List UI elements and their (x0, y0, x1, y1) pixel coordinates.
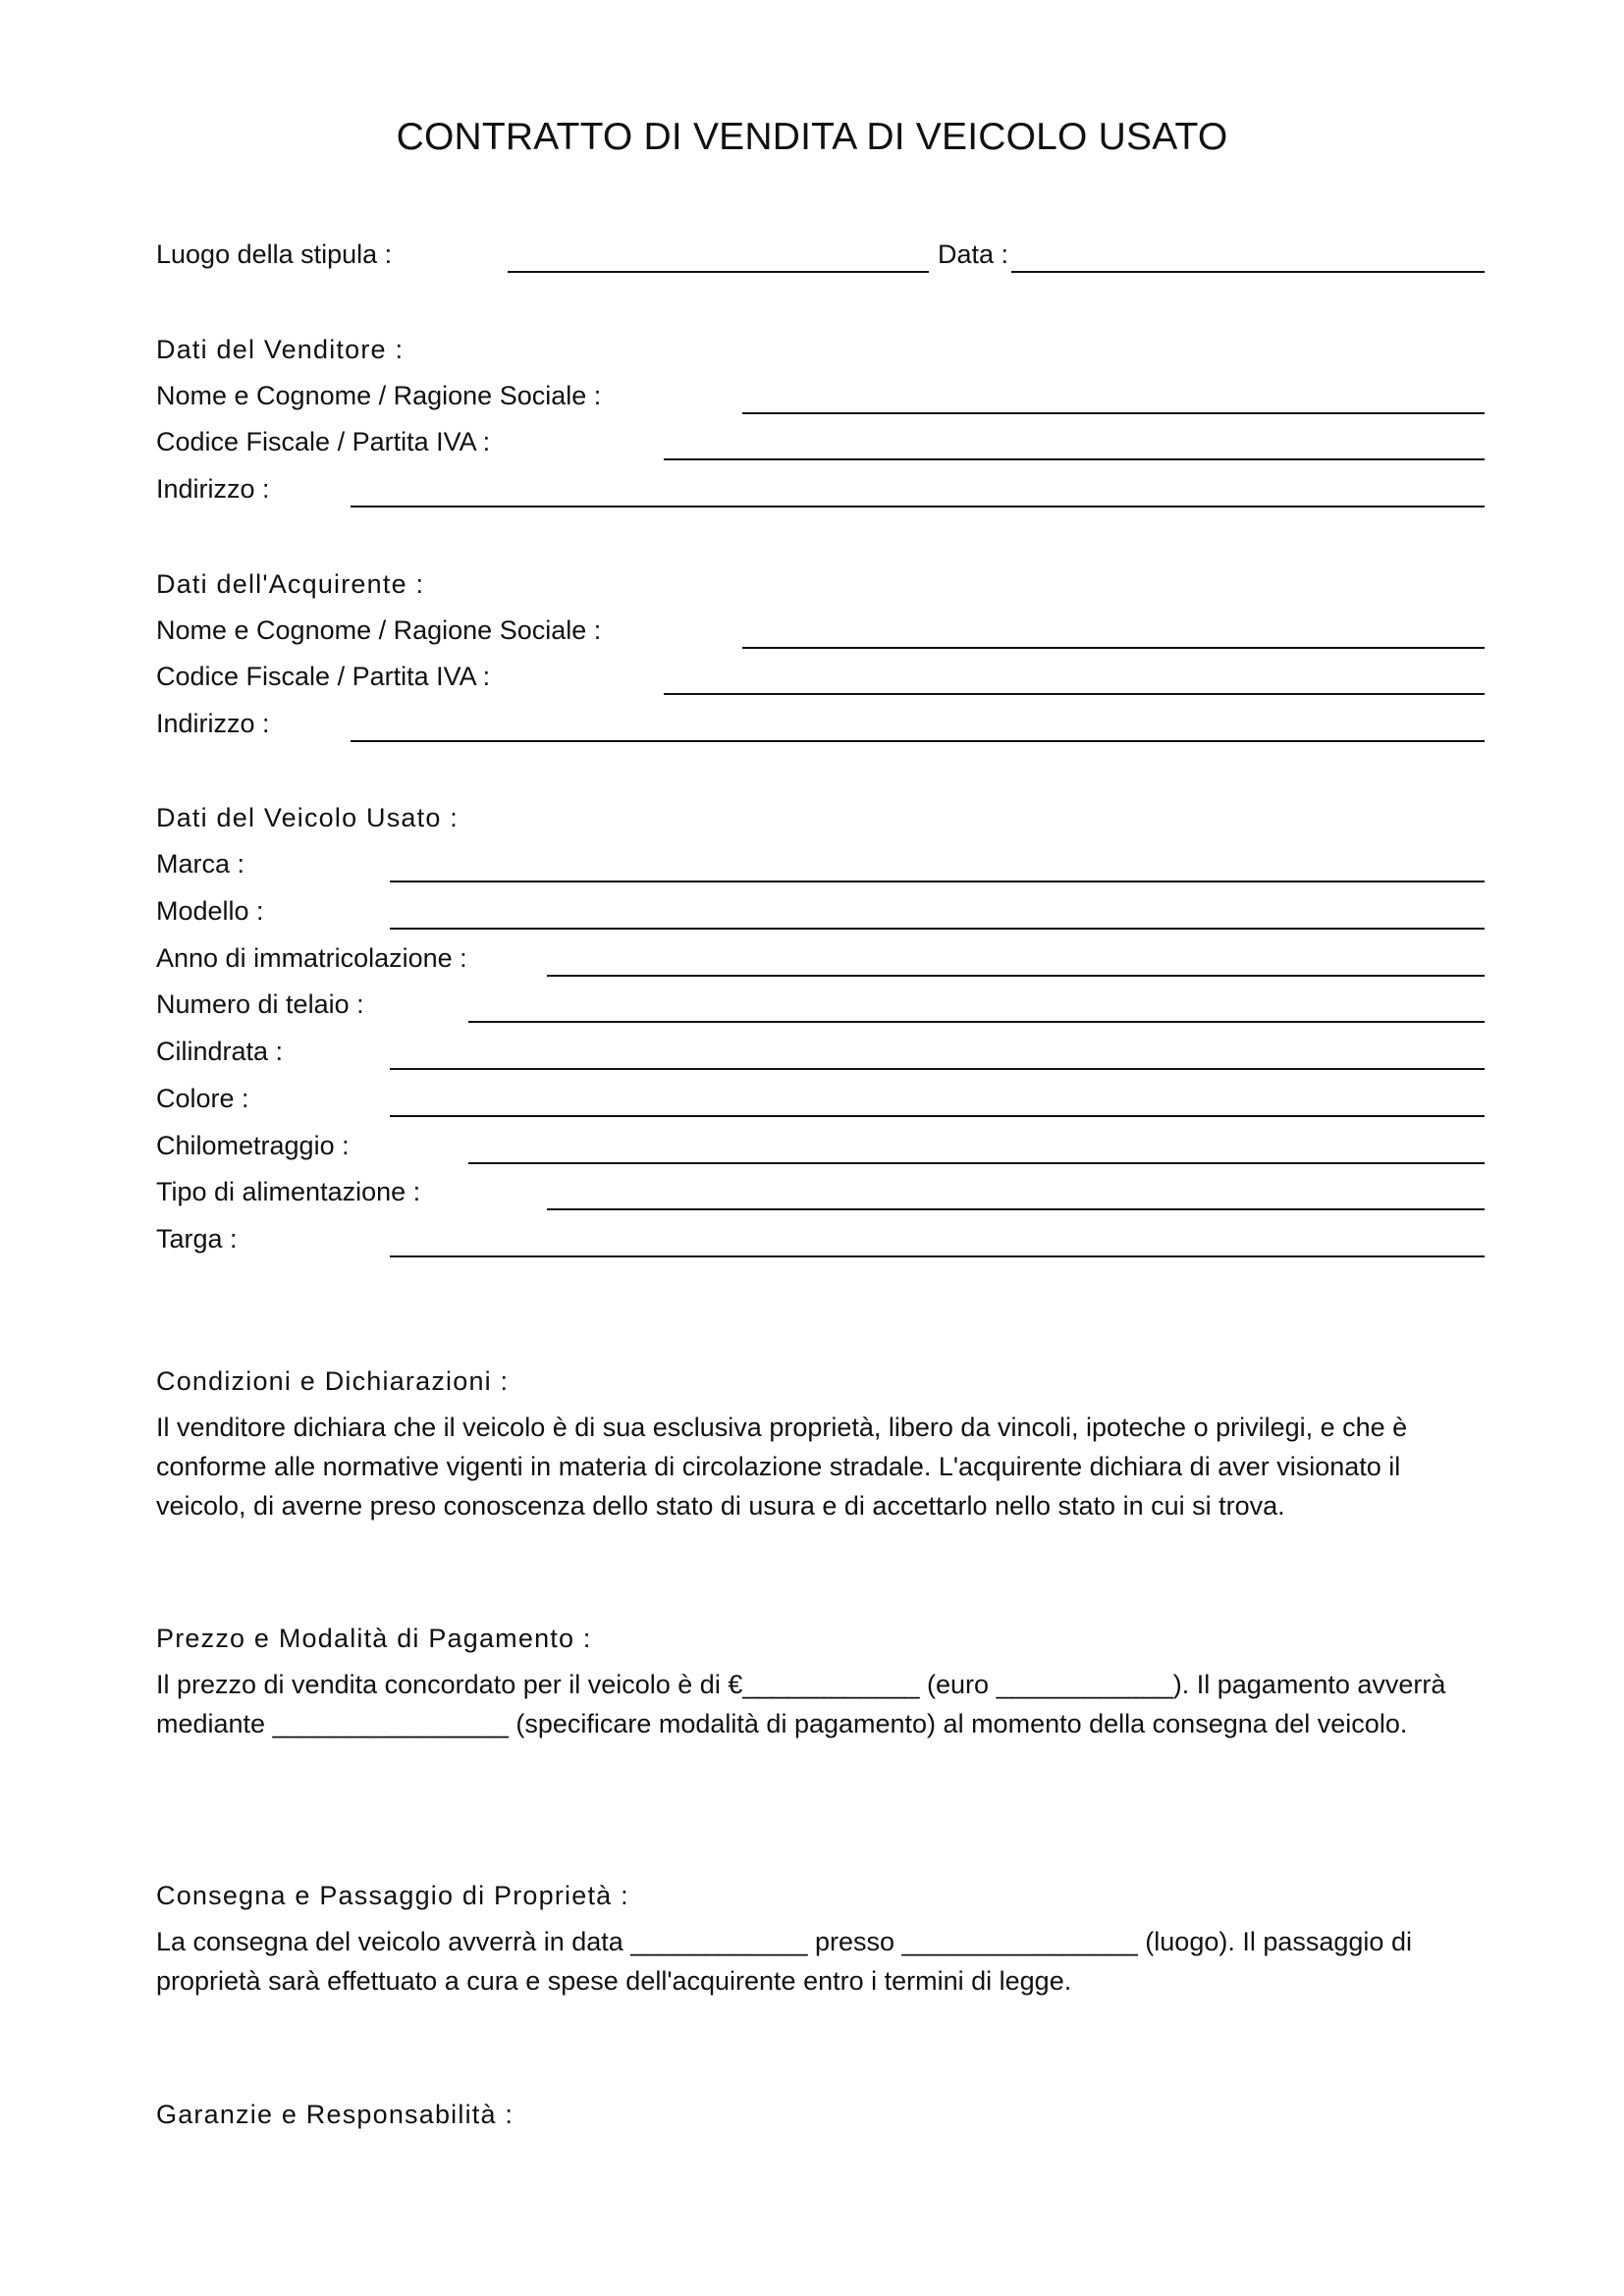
garanzie-heading: Garanzie e Responsabilità : (156, 2100, 514, 2129)
consegna-text: La consegna del veicolo avverrà in data ____________ presso ________________ (luogo). Il passaggio di proprietà sarà effettuato a cura e spese dell'acquirente entro i termini di legge. (156, 1927, 1412, 1996)
document-title: CONTRATTO DI VENDITA DI VEICOLO USATO (396, 116, 1228, 158)
chilometraggio-field[interactable] (468, 1162, 1485, 1164)
cilindrata-label: Cilindrata : (156, 1037, 284, 1066)
condizioni-heading: Condizioni e Dichiarazioni : (156, 1366, 510, 1396)
acquirente-indirizzo-label: Indirizzo : (156, 709, 270, 738)
data-field[interactable] (1011, 271, 1485, 273)
modello-label: Modello : (156, 896, 264, 926)
targa-field[interactable] (390, 1255, 1485, 1257)
colore-label: Colore : (156, 1084, 249, 1113)
condizioni-text: Il venditore dichiara che il veicolo è di sua esclusiva proprietà, libero da vincoli, ipoteche o privilegi, e che è conforme alle normative vigenti in materia di circolazione stradale. L'acquirente dichiara di aver visionato il veicolo, di averne preso conoscenza dello stato di usura e di accettarlo nello stato in cui si trova. (156, 1413, 1408, 1521)
targa-label: Targa : (156, 1224, 238, 1254)
venditore-cf-field[interactable] (664, 458, 1485, 460)
venditore-cf-label: Codice Fiscale / Partita IVA : (156, 427, 491, 456)
acquirente-nome-field[interactable] (742, 647, 1485, 649)
alimentazione-label: Tipo di alimentazione : (156, 1177, 421, 1206)
modello-field[interactable] (390, 928, 1485, 930)
chilometraggio-label: Chilometraggio : (156, 1131, 350, 1160)
luogo-field[interactable] (508, 271, 929, 273)
luogo-label: Luogo della stipula : (156, 240, 393, 269)
venditore-nome-field[interactable] (742, 412, 1485, 414)
anno-label: Anno di immatricolazione : (156, 943, 467, 973)
marca-field[interactable] (390, 881, 1485, 882)
venditore-heading: Dati del Venditore : (156, 335, 405, 364)
consegna-heading: Consegna e Passaggio di Proprietà : (156, 1881, 629, 1910)
acquirente-indirizzo-field[interactable] (351, 740, 1485, 742)
acquirente-heading: Dati dell'Acquirente : (156, 569, 425, 599)
cilindrata-field[interactable] (390, 1068, 1485, 1070)
acquirente-cf-field[interactable] (664, 693, 1485, 695)
prezzo-text: Il prezzo di vendita concordato per il veicolo è di €____________ (euro ____________). Il pagamento avverrà mediante ________________ (specificare modalità di pagamento) al momento della consegna del veicolo. (156, 1670, 1446, 1738)
telaio-field[interactable] (468, 1021, 1485, 1023)
telaio-label: Numero di telaio : (156, 989, 364, 1019)
prezzo-heading: Prezzo e Modalità di Pagamento : (156, 1624, 592, 1653)
alimentazione-field[interactable] (547, 1208, 1485, 1210)
venditore-indirizzo-field[interactable] (351, 506, 1485, 507)
veicolo-heading: Dati del Veicolo Usato : (156, 803, 459, 832)
venditore-nome-label: Nome e Cognome / Ragione Sociale : (156, 381, 602, 410)
anno-field[interactable] (547, 975, 1485, 977)
venditore-indirizzo-label: Indirizzo : (156, 474, 270, 504)
data-label: Data : (938, 240, 1009, 269)
acquirente-nome-label: Nome e Cognome / Ragione Sociale : (156, 615, 602, 645)
colore-field[interactable] (390, 1115, 1485, 1117)
acquirente-cf-label: Codice Fiscale / Partita IVA : (156, 662, 491, 691)
marca-label: Marca : (156, 849, 245, 879)
